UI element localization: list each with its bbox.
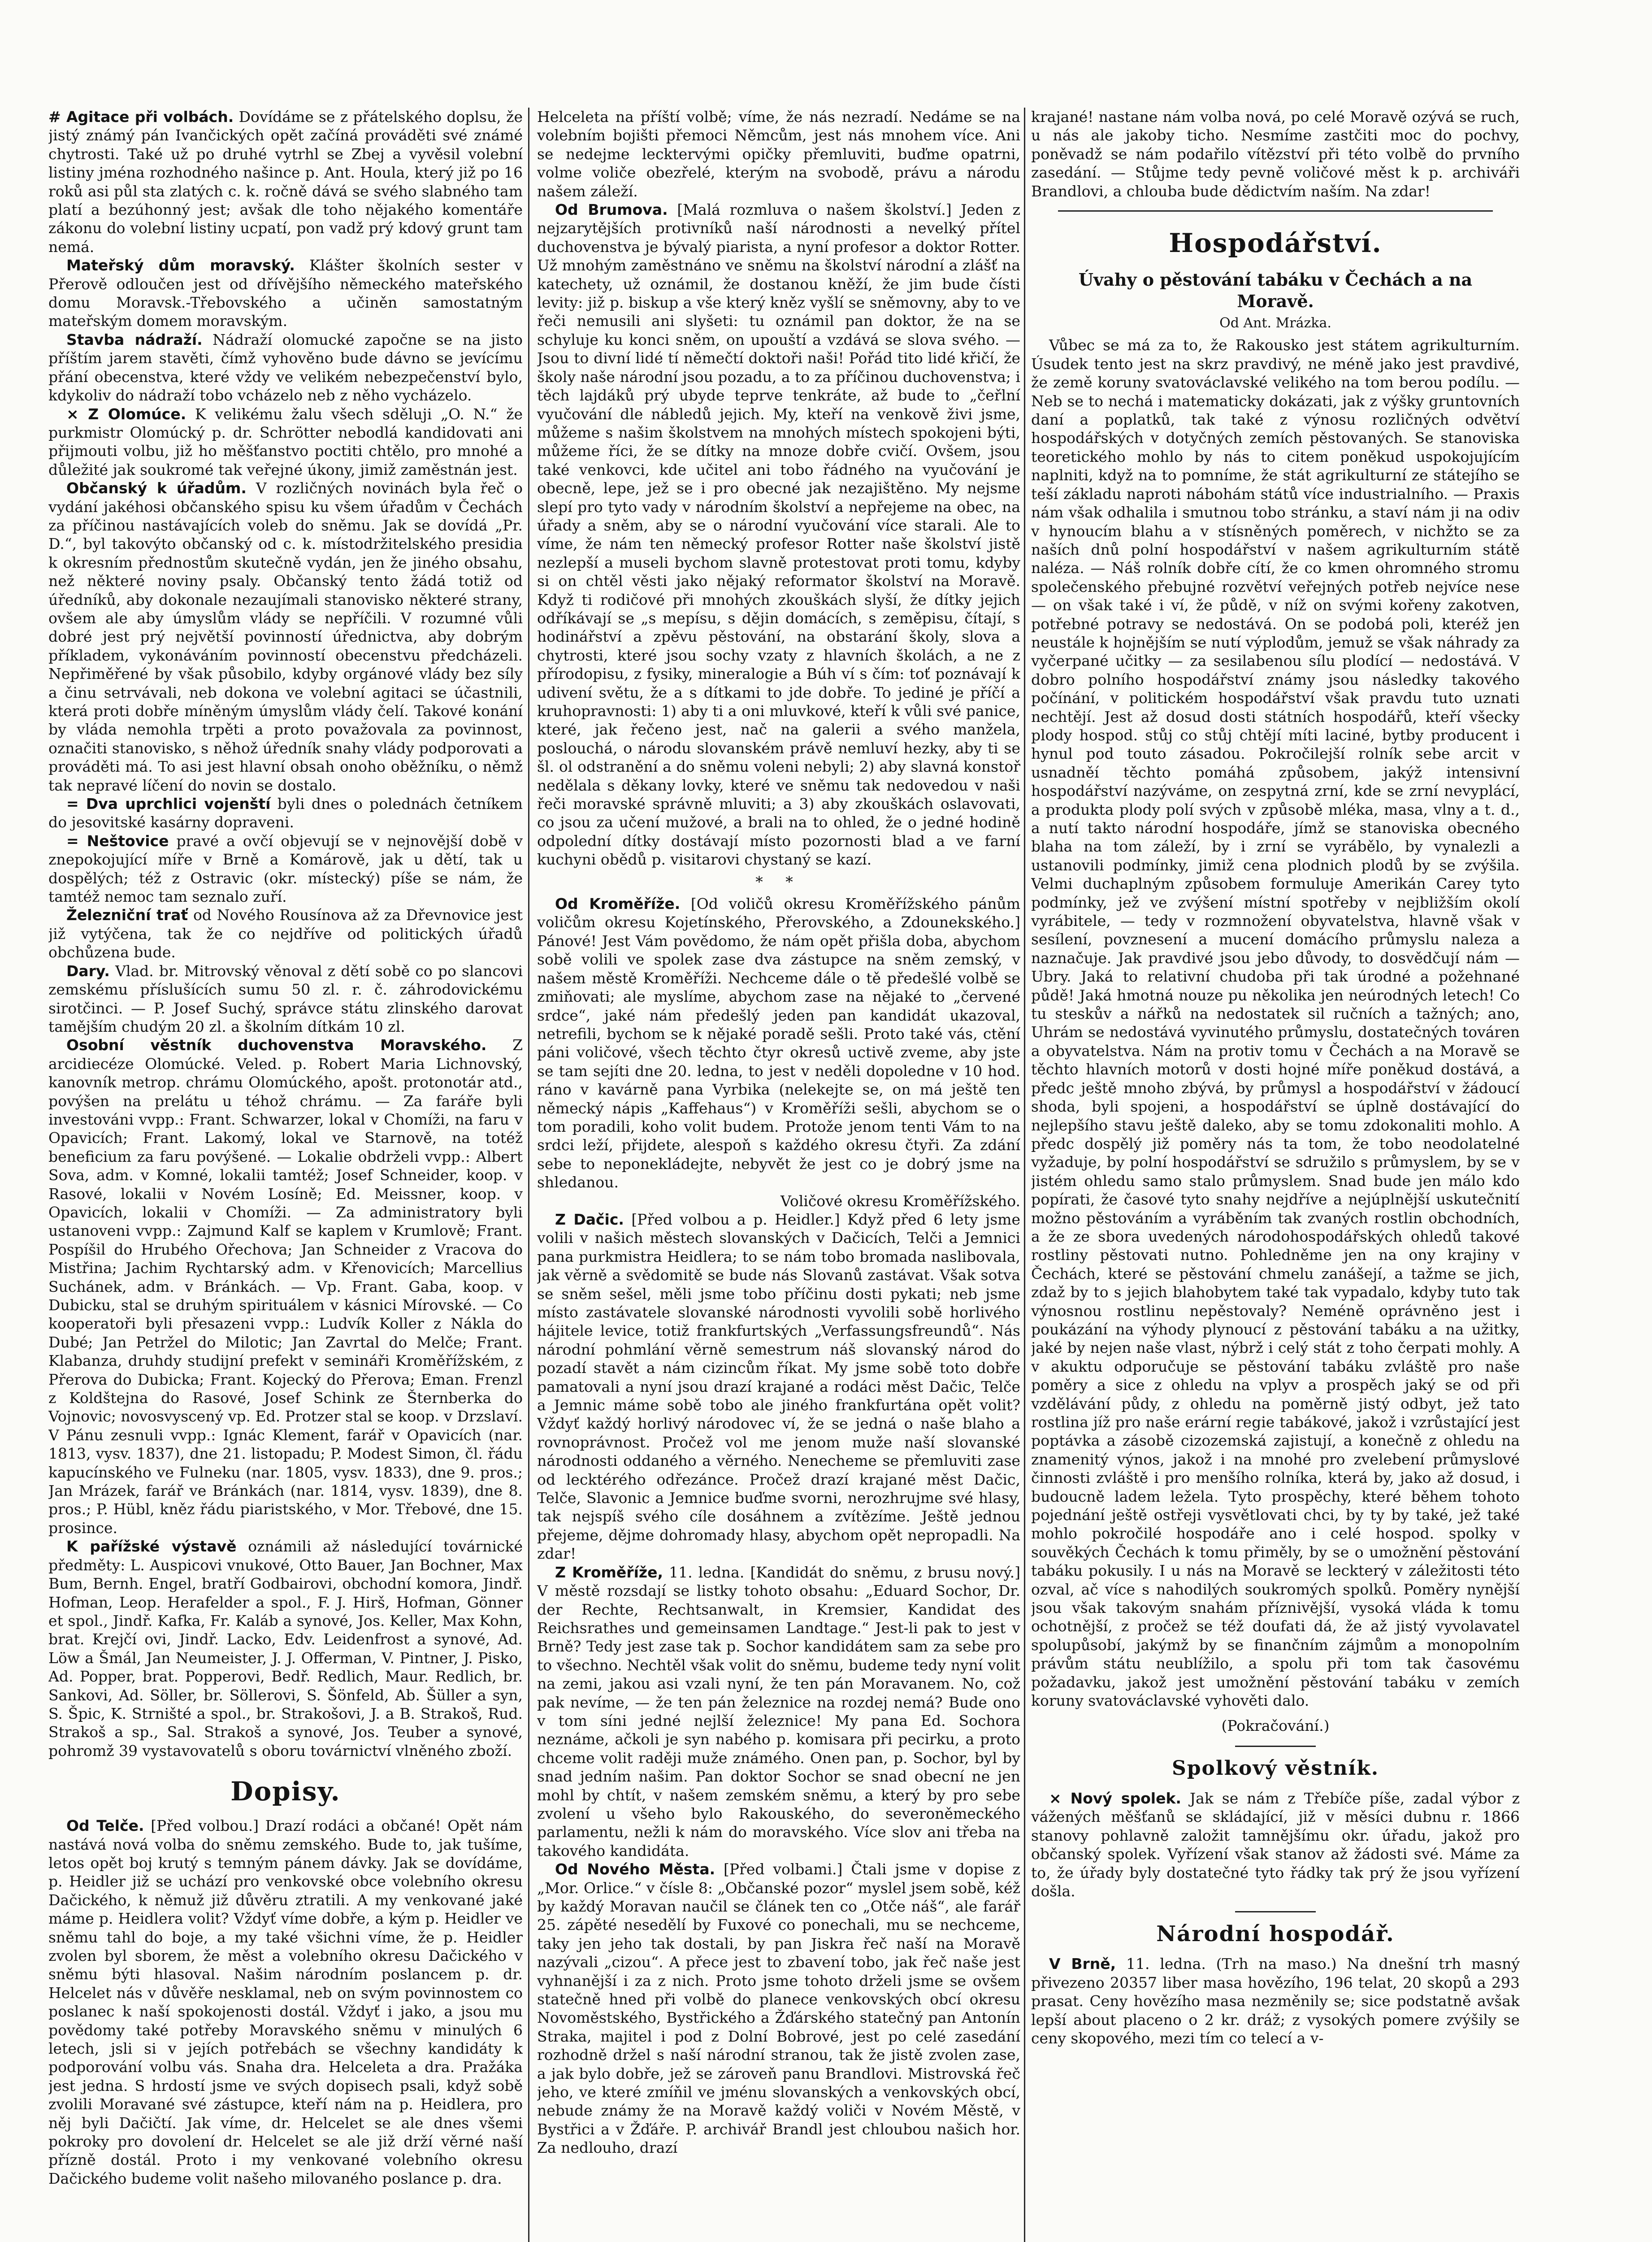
- article-continuation: krajané! nastane nám volba nová, po celé Moravě ozývá se ruch, u nás ale jakoby ticho. Nesmíme zastčiti moc do pochvy, poněvadž se nám podařilo vítězství při této volbě do prvního zasedání. — Stůjme tedy pevně voličové měst k p. archiváři Brandlovi, a chlouba bude dědictvím naším. Na zdar!: [1031, 108, 1520, 200]
- article-nestovice: [48, 832, 523, 906]
- article-heading: Z Dačic.: [555, 1210, 624, 1228]
- column-rule-left: [528, 108, 529, 2242]
- article-heading: Osobní věstník duchovenstva Moravského.: [66, 1036, 487, 1054]
- section-divider: [1058, 210, 1493, 212]
- section-title-dopisy: Dopisy.: [230, 1776, 341, 1807]
- article-heading: Od Kroměříže.: [555, 895, 681, 913]
- section-divider: [1235, 1911, 1316, 1912]
- continued-note: (Pokračování.): [1221, 1716, 1330, 1734]
- article-body: Jak se nám z Třebíče píše, zadal výbor z vážených měšťanů se skládající, již v měsíci dubnu r. 1866 stanovy pohlavně založit tamnějšímu okr. úřadu, jakož pro občanský spolek. Vyřízení však stanov až žádosti své. Máme za to, že úřady byly dostatečné tyto řádky tak prý že jsou vyřízení došla.: [1031, 1789, 1520, 1900]
- article-olomuc: [48, 405, 523, 479]
- article-heading: = Neštovice: [66, 832, 169, 850]
- article-dary: [48, 962, 523, 1036]
- article-body: K velikému žalu všech sděluji „O. N.“ že purkmistr Olomúcký p. dr. Schrötter nebodlá kandidovati ani přijmouti volbu, již ho měšťanstvo poctiti chtělo, pro mnohé a důležité jak soukromé tak veřejné úkony, jimiž zaměstnán jest.: [48, 405, 523, 478]
- column-middle: [537, 108, 1020, 2242]
- article-continuation: Helceleta na příští volbě; víme, že nás nezradí. Nedáme se na volebním bojišti přemoci Němcům, jest nás mnohem více. Ani se nedejme lecktervými opičky přemluviti, buďme opatrni, volme voliče obezřelé, kterým na svobodě, právu a národu našem záleží.: [537, 108, 1020, 200]
- article-agitace: [48, 108, 523, 256]
- article-heading: Od Brumova.: [555, 201, 668, 219]
- article-heading: Od Telče.: [66, 1817, 144, 1835]
- article-materska: [48, 256, 523, 330]
- article-body: Klášter školních sester v Přerově odloučen jest od dřívějšího německého mateřského domu Moravsk.-Třebovského a učiněn samostatným mateřským domem moravským.: [48, 256, 523, 330]
- article-obcansky: [48, 479, 523, 795]
- article-dacice: [537, 1210, 1020, 1563]
- article-body: Vlad. br. Mitrovský věnoval z dětí sobě co po slancovi zemskému příslušících sumu 50 zl. r. č. záhrodovickému sirotčinci. — P. Josef Suchý, správce státu zlinského darovat tamějším chudým 20 zl. a školním dítkám 10 zl.: [48, 962, 523, 1035]
- article-heading: = Dva uprchlici vojenští: [66, 795, 271, 813]
- article-heading: Mateřský dům moravský.: [66, 256, 295, 274]
- article-brno-trh: [1031, 1955, 1520, 2047]
- article-heading: Stavba nádraží.: [66, 330, 203, 348]
- column-right: [1031, 108, 1520, 2242]
- article-body: [Před volbou a p. Heidler.] Když před 6 lety jsme volili v našich městech slovanských v Dačicích, Telči a Jemnici pana purkmistra Heidlera; to se nám tobo bromada naslibovala, jak věrně a svědomitě se bude nás Slovanů zastávat. Však sotva se sněm sešel, měli jsme tobo příčinu dosti pykati; neb jsme místo zastávatele slovanské národnosti vyvolili sobě horlivého hájitele levice, totiž frankfurtských „Verfassungsfreundů“. Nás národní pohmlání věrně semestrum náš slovanský národ do pozadí stavět a nám cizincům říkat. My jsme sobě toto dobře pamatovali a nyní jsou drazí krajané a rodáci měst Dačic, Telče a Jemnic máme sobě tobo ale jiného frankfurtána opět volit? Vždyť každý horlivý národovec ví, že se jedná o naše blaho a rovnoprávnost. Pročež vol me jenom muže naší slovanské národnosti oddaného a věrného. Nenecheme se přemluviti zase od lecktérého odřezánce. Pročež drazí krajané měst Dačic, Telče, Slavonic a Jemnice buďme svorni, nerozhrujme své hlasy, tak nejspíš svého cíle dosáhnem a zvítězíme. Ještě jednou přejeme, dějme dohromady hlasy, abychom opět nepropadli. Na zdar!: [537, 1210, 1020, 1563]
- article-body: byli dnes o polednách četníkem do jesovitské kasárny dopraveni.: [48, 795, 523, 831]
- article-body: pravé a ovčí objevují se v nejnovější době v znepokojující míře v Brně a Komárově, jak u dětí, tak u dospělých; též z Ostravic (okr. místecký) píše se nám, že tamtéž nemoc tam seznalo zuří.: [48, 832, 523, 906]
- article-heading: # Agitace při volbách.: [48, 108, 234, 126]
- article-body: [Před volbami.] Čtali jsme v dopise z „Mor. Orlice.“ v čísle 8: „Občanské pozor“ myslel jsem sobě, kéž by každý Moravan naučil se článek ten co „Otče náš“, ale farář 25. zápěté nesedělí by Fuxové co ponechali, mu se nechceme, taky jen jeho tak dostali, by pan Jiskra řeč naší na Moravě nazývali „cizou“. A přece jest to zbavení tobo, jak řeč naše jest vyhnanější i za z nich. Proto jsme tohoto drželi jsme se ovšem statečně hned při volbě do planece venkovských obcí okresu Novoměstského, Bystřického a Žďárského statečný pan Antonín Straka, majitel i pod z Dolní Bobrové, jest po celé zasedání rozhodně držel s naší národní stranou, tak že jistě zvolen zase, a jak bylo dobře, jež se zároveň panu Brandlovi. Mistrovská řeč jeho, ve které zmíňil ve jménu slovanských a venkovských obcí, nebude známy že na Moravě každý voliči v Novém Městě, v Bystřici a v Žďáře. P. archivář Brandl jest chloubou našich hor. Za nedlouho, drazí: [537, 1860, 1020, 2157]
- article-heading: Občanský k úřadům.: [66, 479, 247, 497]
- article-body: od Nového Rousínova až za Dřevnovice jest již vytýčena, tak že co nejdříve od politických úřadů obchůzena bude.: [48, 906, 523, 961]
- article-title: Úvahy o pěstování tabáku v Čechách a na Moravě.: [1078, 269, 1473, 312]
- article-body: V rozličných novinách byla řeč o vydání jakéhosi občanského spisu ku všem úřadům v Čechách za příčinou nastávajících voleb do sněmu. Jak se dovídá „Pr. D.“, byl takovýto občanský od c. k. místodržitelského presidia k okresním přednostům skutečně vydán, jen že jiného obsahu, než některé noviny psaly. Občanský tento žádá totiž od úředníků, aby dokonale nezaujímali stanovisko některé strany, ovšem ale aby úmyslům vlády se nepříčili. V rozumné vůli dobré jest prý největší povinností úřednictva, aby dobrým příkladem, vykonáváním povinností obecenstvu předcházeli. Nepřiměřené by však působilo, kdyby orgánové vlády bez síly a činu setrvávali, neb dokona ve volební agitaci se účastnili, která proti dobře míněným úmyslům vlády čelí. Takové konání by vláda nemohla trpěti a proto považovala za povinnost, označiti stanovisko, s něhož úředník snahy vlády podporovati a prováděti má. To asi jest hlavní obsah onoho oběžníku, o němž tak nepravé líčení do novin se dostalo.: [48, 479, 523, 794]
- article-heading: K pařížské výstavě: [66, 1538, 237, 1555]
- article-heading: Železniční trať: [66, 906, 188, 924]
- section-divider: [1235, 1746, 1316, 1747]
- article-heading: Dary.: [66, 962, 110, 980]
- article-telce: [48, 1816, 523, 2188]
- article-body: [Před volbou.] Drazí rodáci a občané! Opět nám nastává nová volba do sněmu zemského. Bude to, jak tušíme, letos opět boj krutý s temným pánem dávky. Jak se dovídáme, p. Heidler již se uchází pro venkovské obce volebního okresu Dačického, k němuž již důvěru ztratili. A my venkované jaké máme p. Heidlera volit? Vždyť víme dobře, a kým p. Heidler ve sněmu tahl do boje, a my také všichni víme, že p. Heidler zvolen byl sborem, že měst a volebního okresu Dačického v sněmu býti hlasoval. Našim národním poslancem p. dr. Helcelet nás v důvěře nesklamal, neb on svým povinnostem co poslanec k naší spokojenosti dostál. Vždyť i jako, a jsou mu povědomy také potřeby Moravského sněmu v minulých 6 letech, jsli si v jejích potřebách se všechny kandidáty k podporování volbu vás. Snaha dra. Helceleta a dra. Pražáka jest jedna. S hrdostí jsme ve svých dopisech psali, když sobě zvolili Moravané své zástupce, kteří nám na p. Heidlera, pro něj byli Dačičtí. Jak víme, dr. Helcelet se ale dnes všemi pokroky pro dovolení dr. Helcelet se ale již drží věrné naší přízně dostál. Proto i my venkované volebního okresu Dačického budeme volit našeho milovaného poslance p. dra.: [48, 1817, 523, 2187]
- section-title-narodni-hospodar: Národní hospodář.: [1156, 1921, 1395, 1947]
- article-body: Vůbec se má za to, že Rakousko jest státem agrikulturním. Úsudek tento jest na skrz pravdivý, ne méně jako jest pravdivé, že země koruny svatováclavské velikého na tom berou podílu. — Neb se to nechá i matematicky dokázati, jak z výšky gruntovních daní a poplatků, tak také z výnosu rozličných odvětví hospodářských v dotyčných zemích pěstovaných. Se stanoviska teoretického mohlo by nás to citem poněkud uspokojujícím naplniti, když na to pomníme, že stát agrikulturní ze státejího se teší základu naproti nábohám států více industrialního. — Praxis nám však odhalila i smutnou tobo stránku, a staví nám ji na odiv v hynoucím blahu a v stísněných poměrech, v nichžto se za naších dnů polní hospodářství v našem agrikulturním státě naléza. — Náš rolník dobře cítí, že co kmen ohromného stromu společenského přebujné rozvětví veřejných potřeb nejvíce nese — on však také i ví, že půdě, v níž on svými kořeny zakotven, potřebné potravy se nedostává. On se podobá poli, kteréž jen neustále k hojnějším se nutí výplodům, jemuž se však náhrady za vyčerpané učitky — za sesilabenou sílu plodící — nedostává. V dobro polního hospodářství známy jsou následky takového počínání, v politickém hospodářství však pravdu tuto uznati nechtějí. Jest až dosud dosti státních hospodářů, kteří všecky plody hospod. stůj co stůj chtějí míti laciné, bytby producent i hynul pod touto zásadou. Pokročilejší rolník sebe arcit v usnadněí těchto pomáhá způsobem, jakýž intensivní hospodářství nazýváme, on zespytná zrní, kde se zrní nevyplácí, a produkta plody polí svých v způsobě mléka, masa, vlny a t. d., a nutí takto národní hospodáře, jímž se stanoviska obecného blaha na tom záleží, by i zrní se vyrábělo, by vynalezli a ustanovili podmínky, jimiž cena plodnich plodů by se zvýšila. Velmi duchaplným způsobem formuluje Amerikán Carey tyto podmínky, jež ve zvýšení místní spotřeby v nejbližším okolí vyrábitele, — tedy v rozmnožení obyvatelstva, hlavně však v sesílení, povznesení a mucení domácího průmyslu naleza a naznačuje. Jak pravdivé jsou jebo důvody, to dosvědčují nám — Ubry. Jaká to relativní chudoba při tak úrodné a požehnané půdě! Jaká hmotná nouze pu několika jen neúrodných letech! Co tu steskův a nářků na nedostatek sil ručních a tažných; ano, Uhrám se nedostává vyvinutého průmyslu, dostatečných továren a obyvatelstva. Nám na protiv tomu v Čechách a na Moravě se těchto hlavních motorů v dosti hojné míře poněkud dostává, a předc ještě mnoho zbývá, by průmysl a hospodářství v žádoucí shoda, byli spojeni, a hospodářství se úplně dostávající do nejlepšího stavu ještě daleko, aby se tomu zdokonaliti mohlo. A předc dospělý již poměry nás ta tom, že tobo neodolatelné vyžaduje, by polní hospodářství se sdružilo s průmyslem, by se v jistém ohledu samo stalo průmyslem. Snad bude jen málo kdo popírati, že časové tyto snahy nejdříve a nejúplnější uskutečnití možno pěstováním a vyráběním tak zvaných rostlin obchodních, a že ze sbora uvedených národohospodářských ohledů takové rostliny pěstovati nutno. Pohledněme jen na ony krajiny v Čechách, které se pěstování chmelu zanášejí, a tažme se jich, zdaž by to s jejich blahobytem také tak vypadalo, kdyby tuto tak výnosnou rostlinu nepěstovaly? Neméně oprávněno jest i poukázání na výhody plynoucí z pěstování tabáku a na užitky, jaké by nejen naše vlast, nýbrž i celý stát z toho čerpati mohly. A v akuktu odporučuje se pěstování tabáku zvláště pro naše poměry a sice z ohledu na vplyv a prospěch jaký se od při vzdělávání půdy, z ohledu na poměrně jistý odbyt, jež tato rostlina jíž pro naše erární regie tabákové, jakož i vzrůstající jest poptávka a zásobě cizozemská zajistují, a konečně z ohledu na znamenitý výnos, jakož i na mnohé pro zvelebení průmyslové činnosti zvláště i pro menšího rolníka, která by, jako až dosud, i budoucně ladem ležela. Tyto prospěchy, které během tohoto pojednání ještě ostřeji vysvětlovati chci, by ty by také, jež také mohlo pokročilé hospodáře ano i celé hospod. spolky v souvěkých Čechách k tomu přiměly, by se o umožnění pěstování tabáku pokusily. I u nás na Moravě se leckterý v záležitosti této ozval, ač více s nahodilých soukromých spolků. Poměry nynější jsou však takovým snahám příznivější, vysoká vláda k tomu ochotnější, z pročež se též doufati dá, že až jistý vyvolavatel spolupůsobí, jakýmž by se finančním zájmům a monopolním právům státu neublížilo, a spolu při tom tak časovému požadavku, jakož jest umožnění pěstování tabáku v zemích koruny svatováclavské vyhověti dalo.: [1031, 336, 1520, 1710]
- article-zeleznicni: [48, 906, 523, 961]
- section-title-hospodarstvi: Hospodářství.: [1169, 228, 1382, 259]
- article-brumov: [537, 200, 1020, 869]
- article-signature: Voličové okresu Kroměřížského.: [780, 1192, 1020, 1210]
- article-kromeriz-2: [537, 1563, 1020, 1860]
- article-stavba: [48, 330, 523, 405]
- separator-stars: * *: [755, 873, 802, 891]
- article-dva-uprchlici: [48, 795, 523, 832]
- article-kromeriz: [537, 895, 1020, 1192]
- article-body: 11. ledna. [Kandidát do sněmu, z brusu nový.] V městě rozsdají se listky tohoto obsahu: „Eduard Sochor, Dr. der Rechte, Rechtsanwalt, in Kremsier, Kandidat des Reichsrathes und gemeinsamen Landtage.“ Jest-li pak to jest v Brně? Tedy jest zase tak p. Sochor kandidátem sam za sebe pro to všechno. Nechtěl však volit do sněmu, budeme tedy nyní volit na zemi, jakou asi vzali nyní, že ten pán Moravanem. No, což pak nevíme, — že ten pán železnice na rozdej nemá? Bude ono v tom síni jedné nejlší železnice! My pana Ed. Sochora neznáme, ačkoli je syn nabého p. komisara při pecirku, a proto chceme volit raději muže známého. Onen pan, p. Sochor, byl by snad jedním našim. Pan doktor Sochor se snad obecní ne jen mohl by chtít, v našem zemském sněmu, a který by pro sebe zvolení u všeho bylo Rakouského, do severoněmeckého parlamentu, nežli k nám do moravského. Více slov ani třeba na takového kandidáta.: [537, 1563, 1020, 1860]
- article-novy-spolek: [1031, 1789, 1520, 1900]
- article-heading: × Nový spolek.: [1049, 1789, 1181, 1807]
- article-heading: Od Nového Města.: [555, 1860, 715, 1878]
- article-body: oznámili až následující továrnické předměty: L. Auspicovi vnukové, Otto Bauer, Jan Bochner, Max Bum, Bernh. Engel, bratří Godbairovi, obchodní komora, Jindř. Hofman, Leop. Herafelder a spol., F. J. Hirš, Hofman, Gönner et spol., Jindř. Kafka, Fr. Kaláb a synové, Jos. Keller, Max Kohn, brat. Krejčí ovi, Jindř. Lacko, Edv. Leidenfrost a synové, Ad. Löw a Šmál, Jan Neumeister, J. J. Offerman, V. Pintner, J. Pisko, Ad. Popper, brat. Popperovi, Bedř. Redlich, Maur. Redlich, br. Sankovi, Ad. Söller, br. Söllerovi, S. Šönfeld, Ab. Šüller a syn, S. Špic, K. Strništé a spol., br. Strakošovi, J. a B. Strakoš, Rud. Strakoš a sp., Sal. Strakoš a synové, Jos. Teuber a synové, pohromž 39 vystavovatelů s oboru továrnictví vlněného zboží.: [48, 1538, 523, 1760]
- article-nove-mesto: [537, 1860, 1020, 2157]
- article-osobni: [48, 1036, 523, 1537]
- column-left: [48, 108, 523, 2242]
- article-body: 11. ledna. (Trh na maso.) Na dnešní trh masný přivezeno 20357 liber masa hovězího, 196 telat, 20 skopů a 293 prasat. Ceny hovězího masa nezměnily se; sice podstatně avšak lepší about placeno o 2 kr. dráž; z vysokých pomere zvýšily se ceny skopového, mezi tím co telecí a v-: [1031, 1955, 1520, 2047]
- section-title-spolkovy: Spolkový věstník.: [1171, 1756, 1379, 1780]
- article-parizske: [48, 1537, 523, 1760]
- article-heading: V Brně,: [1049, 1955, 1116, 1973]
- column-rule-right: [1024, 108, 1025, 2242]
- article-body: [Od voličů okresu Kroměřížského pánům voličům okresu Kojetínského, Přerovského, a Zdounekského.] Pánové! Jest Vám povědomo, že nám opět přišla doba, abychom sobě volili ve spolek zase dva zástupce na sněm zemský, v našem městě Kroměříži. Nechceme dále o tě předešlé volbě se zmiňovati; ale myslíme, abychom zase na nějaké to „červené srdce“, jaké nám předešlý jeden pan kandidát ukazoval, netrefili, bychom se k nějaké poradě sešli. Proto také vás, ctění páni voličové, všech těchto čtyr okresů uctivě zveme, aby jste se tam sejíti dne 20. ledna, to jest v neděli dopoledne v 10 hod. ráno v kavárně pana Vyrbika (nelekejte se, on má ještě ten německý nápis „Kaffehaus“) v Kroměříži sešli, abychom se o tom poradili, koho volit budem. Protože jenom tenti Vám to na srdci leží, přijdete, alespoň s každého okresu čtyři. Za zdání sebe to neponekládejte, nebyvět že jest co je dobrý jsme na shledanou.: [537, 895, 1020, 1191]
- article-body: Dovídáme se z přátelského doplsu, že jistý známý pán Ivančických opět začíná prováděti své známé chytrosti. Také už po druhé vytrhl se Zbej a vyvěsil volební listiny jména rozhodného našince p. Ant. Houla, který již po 16 roků asi půl sta zlatých c. k. ročně dává se svého slabného tam platí a bezúhonný jest; avšak dle toho nějakého komentáře zákonu do volební listiny ucpatí, pon vadž prý kdový grunt tam nemá.: [48, 108, 523, 256]
- article-byline: Od Ant. Mrázka.: [1219, 315, 1331, 331]
- article-body: Nádraží olomucké započne se na jisto příštím jarem stavěti, čímž vyhověno bude dávno se jevícímu přání obecenstva, které vždy ve velikém nebezpečenství bylo, kdykoliv do nádraží tobo vcházelo neb z něho vycházelo.: [48, 330, 523, 404]
- article-heading: Z Kroměříže,: [555, 1563, 663, 1581]
- article-body: Z arcidiecéze Olomúcké. Veled. p. Robert Maria Lichnovský, kanovník metrop. chrámu Olomúckého, apošt. protonotár atd., povýšen na prelátu u téhož chrámu. — Za faráře byli investováni vvpp.: Frant. Schwarzer, lokal v Chomíži, na faru v Opavicích; Frant. Lakomý, lokal ve Starnově, na totéž beneficium za faru povýšené. — Lokalie obdrželi vvpp.: Albert Sova, adm. v Komné, lokalii tamtéž; Josef Schneider, koop. v Rasové, lokalii v Novém Losíně; Ed. Meissner, koop. v Opavicích, lokalii v Chomíži. — Za administratory byli ustanoveni vvpp.: Zajmund Kalf se kaplem v Krumlově; Frant. Pospíšil do Hrubého Ořechova; Jan Schneider z Vracova do Mistřina; Jachim Rychtarský adm. v Křenovicích; Marcellius Suchánek, adm. v Bránkách. — Vp. Frant. Gaba, koop. v Dubicku, stal se druhým spirituálem v kásnici Mírovské. — Co kooperatoři byli přesazeni vvpp.: Ludvík Koller z Nákla do Dubé; Jan Petržel do Milotic; Jan Zavrtal do Melče; Frant. Klabanza, druhdy studijní prefekt v semináři Kroměřížském, z Přerova do Dubicka; Frant. Kojecký do Přerova; Eman. Frenzl z Koldštejna do Rasové, Josef Schink ze Šternberka do Vojnovic; novosvyscený vp. Ed. Protzer stal se koop. v Drzslaví. V Pánu zesnuli vvpp.: Ignác Klement, farář v Opavicích (nar. 1813, vysv. 1837), dne 21. listopadu; P. Modest Simon, čl. řádu kapucínského ve Fulneku (nar. 1805, vysv. 1833), dne 9. pros.; Jan Mrázek, farář ve Bránkách (nar. 1814, vysv. 1839), dne 8. pros.; P. Hübl, kněz řádu piaristského, v Mor. Třebové, dne 15. prosince.: [48, 1036, 523, 1537]
- article-body: [Malá rozmluva o našem školství.] Jeden z nejzarytějších protivníků naší národnosti a nevelký přítel duchovenstva je bývalý piarista, a nyní profesor a doktor Rotter. Už mnohým zaměstnáno ve sněmu na školství národní a zlášť na katechety, už oznámil, že dostanou kněží, že jim bude čísti levity: již p. biskup a vše který kněz vyšlí se sněmovny, aby to ve řeči nemusili ani slyšeti: tu oznámil pan doktor, že na se schyluje ku konci sněm, on upouští a vzdává se slova svého. — Jsou to divní lidé tí němečtí doktoři naši! Pořád tito lidé křičí, že školy naše národní jsou pozadu, a to za příčinou duchovenstva; i těch lajdáků prý ubyde teprve tenkráte, až bude to „čeřlní vyučování dle nábledů jejich. My, kteří na venkově živi jsme, můžeme s našim školstvem na mnohých místech spokojeni býti, můžeme říci, že se dítky na mnoze dobře cvičí. Ovšem, jsou také venkovci, kde učitel ani tobo řádného na vyučování je obecně, lepe, jež se i pro obecné jak nezajištěno. My nejsme slepí pro tyto vady v národním školství a nepřejeme na obec, na úřady a sněm, aby se o národní vyučování více starali. Ale to víme, že nám ten německý profesor Rotter naše školství jistě nezlepší a museli bychom slavně protestovat proti tomu, kdyby si on chtěl věsti jako nějaký reformator školství na Moravě. Když ti rodičové při mnohých zkouškách slyší, že dítky jejich odříkávají se „s mepísu, s dějin domácích, s zeměpisu, čítají, s hodinářství a zpěvu pěstování, na obstarání školy, slova a chytrosti, které jsou sochy vzaty z hlavních školách, a ne z přírodopisu, z fysiky, mineralogie a Búh ví s čím: toť poznávají k udivení světu, že a s dítkami to jde dobře. To jediné je příčí a kruhopravnosti: 1) aby ti a oni mluvkové, kteří k vůli své panice, které, jak řečeno jest, nač na galerii a svého manžela, poslouchá, o národu slovanském právě nemluví hezky, aby ti se šl. ol odstranění a do sněmu voleni nebyli; 2) aby slavná konstoř nedělala s děkany lovky, které ve sněmu tak nedovedou v naši řeči moravské správně mluviti; a 3) aby zkouškách oslavovati, co jsou za učení mužové, a brali na to ohled, že o jedné hodině odpolední dítky dostávají místo pozornosti blad a ve farní kuchyni obědů p. visitarovi chystaný se kazí.: [537, 201, 1020, 869]
- article-heading: × Z Olomúce.: [66, 405, 186, 423]
